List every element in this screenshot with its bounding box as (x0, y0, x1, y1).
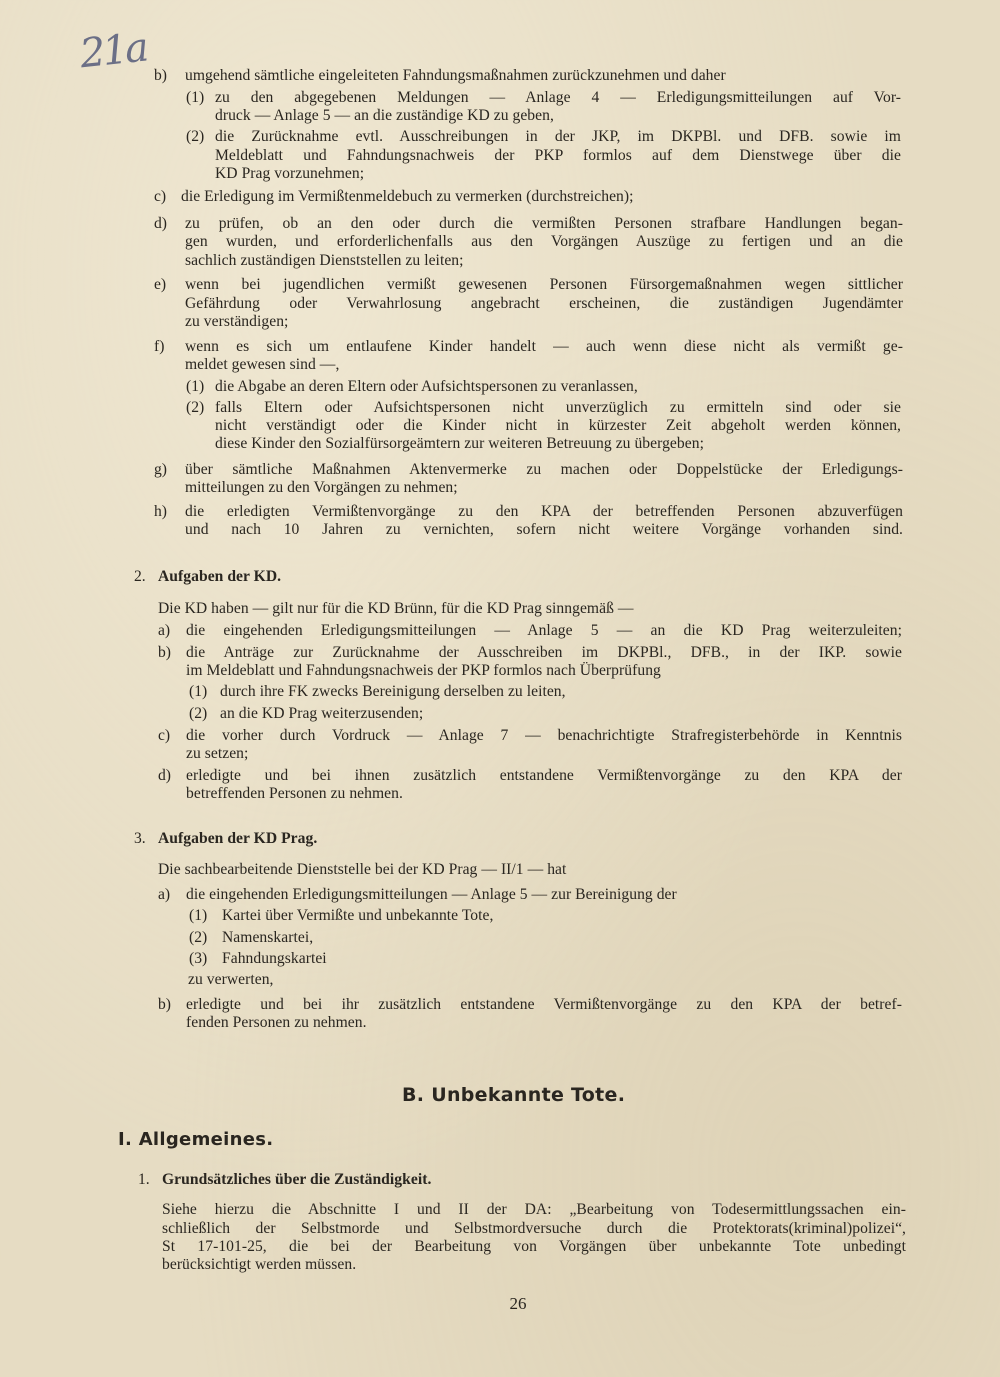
text-line: sachlich zuständigen Dienststellen zu leiten; (185, 252, 464, 269)
page-number: 26 (509, 1294, 527, 1313)
text-line: erledigte und bei ihnen zusätzlich entstandene Vermißtenvorgänge zu den KPA der (186, 767, 902, 784)
text-line: im Meldeblatt und Fahndungsnachweis der PKP formlos nach Überprüfung (186, 662, 661, 679)
section-number: 3. (134, 830, 146, 847)
part-heading: I. Allgemeines. (118, 1129, 274, 1150)
item-label: c) (154, 188, 167, 205)
text-line: Die sachbearbeitende Dienststelle bei der KD Prag — II/1 — hat (158, 861, 567, 878)
text-line: an die KD Prag weiterzusenden; (220, 705, 424, 722)
text-line: durch ihre FK zwecks Bereinigung derselben zu leiten, (220, 683, 566, 700)
text-line: die vorher durch Vordruck — Anlage 7 — benachrichtigte Strafregisterbehörde in Kenntnis (186, 727, 902, 744)
item-label: f) (154, 338, 165, 355)
item-label: c) (158, 727, 171, 744)
text-line: gen wurden, und erforderlichenfalls aus den Vorgängen Auszüge zu fertigen und an die (185, 233, 903, 250)
text-line: Gefährdung oder Verwahrlosung angebracht erscheinen, die zuständigen Jugendämter (185, 295, 903, 312)
text-line: und nach 10 Jahren zu vernichten, sofern nicht weitere Vorgänge vorhanden sind. (185, 521, 903, 538)
text-line: Siehe hierzu die Abschnitte I und II der DA: „Bearbeitung von Todesermittlungssachen ein- (162, 1201, 906, 1218)
item-label: (3) (189, 950, 208, 967)
text-line: betreffenden Personen zu nehmen. (186, 785, 403, 802)
text-line: zu setzen; (186, 745, 249, 762)
text-line: falls Eltern oder Aufsichtspersonen nicht unverzüglich zu ermitteln sind oder sie (215, 399, 901, 416)
text-line: die Abgabe an deren Eltern oder Aufsichtspersonen zu veranlassen, (215, 378, 638, 395)
text-line: fenden Personen zu nehmen. (186, 1014, 367, 1031)
text-line: die Zurücknahme evtl. Ausschreibungen in der JKP, im DKPBl. und DFB. sowie im (215, 128, 901, 145)
section-heading: Grundsätzliches über die Zuständigkeit. (162, 1171, 432, 1188)
text-line: erledigte und bei ihr zusätzlich entstandene Vermißtenvorgänge zu den KPA der betref- (186, 996, 902, 1013)
section-heading: Aufgaben der KD Prag. (158, 830, 318, 847)
chapter-heading: B. Unbekannte Tote. (402, 1084, 626, 1106)
item-label: b) (158, 644, 171, 661)
section-number: 2. (134, 568, 146, 585)
item-label: (2) (189, 705, 208, 722)
item-label: d) (154, 215, 167, 232)
item-label: b) (158, 996, 171, 1013)
text-line: zu prüfen, ob an den oder durch die vermißten Personen strafbare Handlungen began- (185, 215, 903, 232)
item-label: (1) (186, 378, 205, 395)
text-line: druck — Anlage 5 — an die zuständige KD zu geben, (215, 107, 554, 124)
section-heading: Aufgaben der KD. (158, 568, 282, 585)
item-label: (2) (189, 929, 208, 946)
text-line: die eingehenden Erledigungsmitteilungen — Anlage 5 — an die KD Prag weiterzuleiten; (186, 622, 902, 639)
text-line: berücksichtigt werden müssen. (162, 1256, 357, 1273)
text-line: Kartei über Vermißte und unbekannte Tote, (222, 907, 494, 924)
text-line: umgehend sämtliche eingeleiteten Fahndungsmaßnahmen zurückzunehmen und daher (185, 67, 726, 84)
item-label: (1) (186, 89, 205, 106)
handwritten-annotation: 21a (77, 24, 148, 78)
text-line: St 17-101-25, die bei der Bearbeitung von Vorgängen über unbekannte Tote unbedingt (162, 1238, 906, 1255)
item-label: a) (158, 622, 171, 639)
text-line: über sämtliche Maßnahmen Aktenvermerke zu machen oder Doppelstücke der Erledigungs- (185, 461, 903, 478)
item-label: e) (154, 276, 167, 293)
item-label: d) (158, 767, 171, 784)
text-line: die erledigten Vermißtenvorgänge zu den KPA der betreffenden Personen abzuverfügen (185, 503, 903, 520)
text-line: KD Prag vorzunehmen; (215, 165, 365, 182)
item-label: (2) (186, 399, 205, 416)
text-line: die Anträge zur Zurücknahme der Ausschreiben im DKPBl., DFB., in der IKP. sowie (186, 644, 902, 661)
text-line: mitteilungen zu den Vorgängen zu nehmen; (185, 479, 458, 496)
text-line: diese Kinder den Sozialfürsorgeämtern zur weiteren Betreuung zu übergeben; (215, 435, 704, 452)
section-number: 1. (138, 1171, 150, 1188)
text-line: die eingehenden Erledigungsmitteilungen — Anlage 5 — zur Bereinigung der (186, 886, 677, 903)
item-label: (1) (189, 683, 208, 700)
text-line: Die KD haben — gilt nur für die KD Brünn, für die KD Prag sinngemäß — (158, 600, 634, 617)
text-line: wenn es sich um entlaufene Kinder handelt — auch wenn diese nicht als vermißt ge- (185, 338, 903, 355)
item-label: (1) (189, 907, 208, 924)
text-line: meldet gewesen sind —, (185, 356, 340, 373)
text-line: nicht verständigt oder die Kinder nicht in kürzester Zeit abgeholt werden können, (215, 417, 901, 434)
text-line: zu verständigen; (185, 313, 289, 330)
text-line: zu verwerten, (188, 971, 274, 988)
text-line: zu den abgegebenen Meldungen — Anlage 4 — Erledigungsmitteilungen auf Vor- (215, 89, 901, 106)
item-label: (2) (186, 128, 205, 145)
text-line: wenn bei jugendlichen vermißt gewesenen Personen Fürsorgemaßnahmen wegen sittlicher (185, 276, 903, 293)
text-line: Meldeblatt und Fahndungsnachweis der PKP formlos auf dem Dienstwege über die (215, 147, 901, 164)
text-line: schließlich der Selbstmorde und Selbstmordversuche durch die Protektorats(kriminal)polizei“, (162, 1220, 906, 1237)
text-line: Namenskartei, (222, 929, 314, 946)
item-label: a) (158, 886, 171, 903)
text-line: die Erledigung im Vermißtenmeldebuch zu vermerken (durchstreichen); (181, 188, 634, 205)
item-label: b) (154, 67, 167, 84)
item-label: h) (154, 503, 167, 520)
text-line: Fahndungskartei (222, 950, 327, 967)
item-label: g) (154, 461, 167, 478)
